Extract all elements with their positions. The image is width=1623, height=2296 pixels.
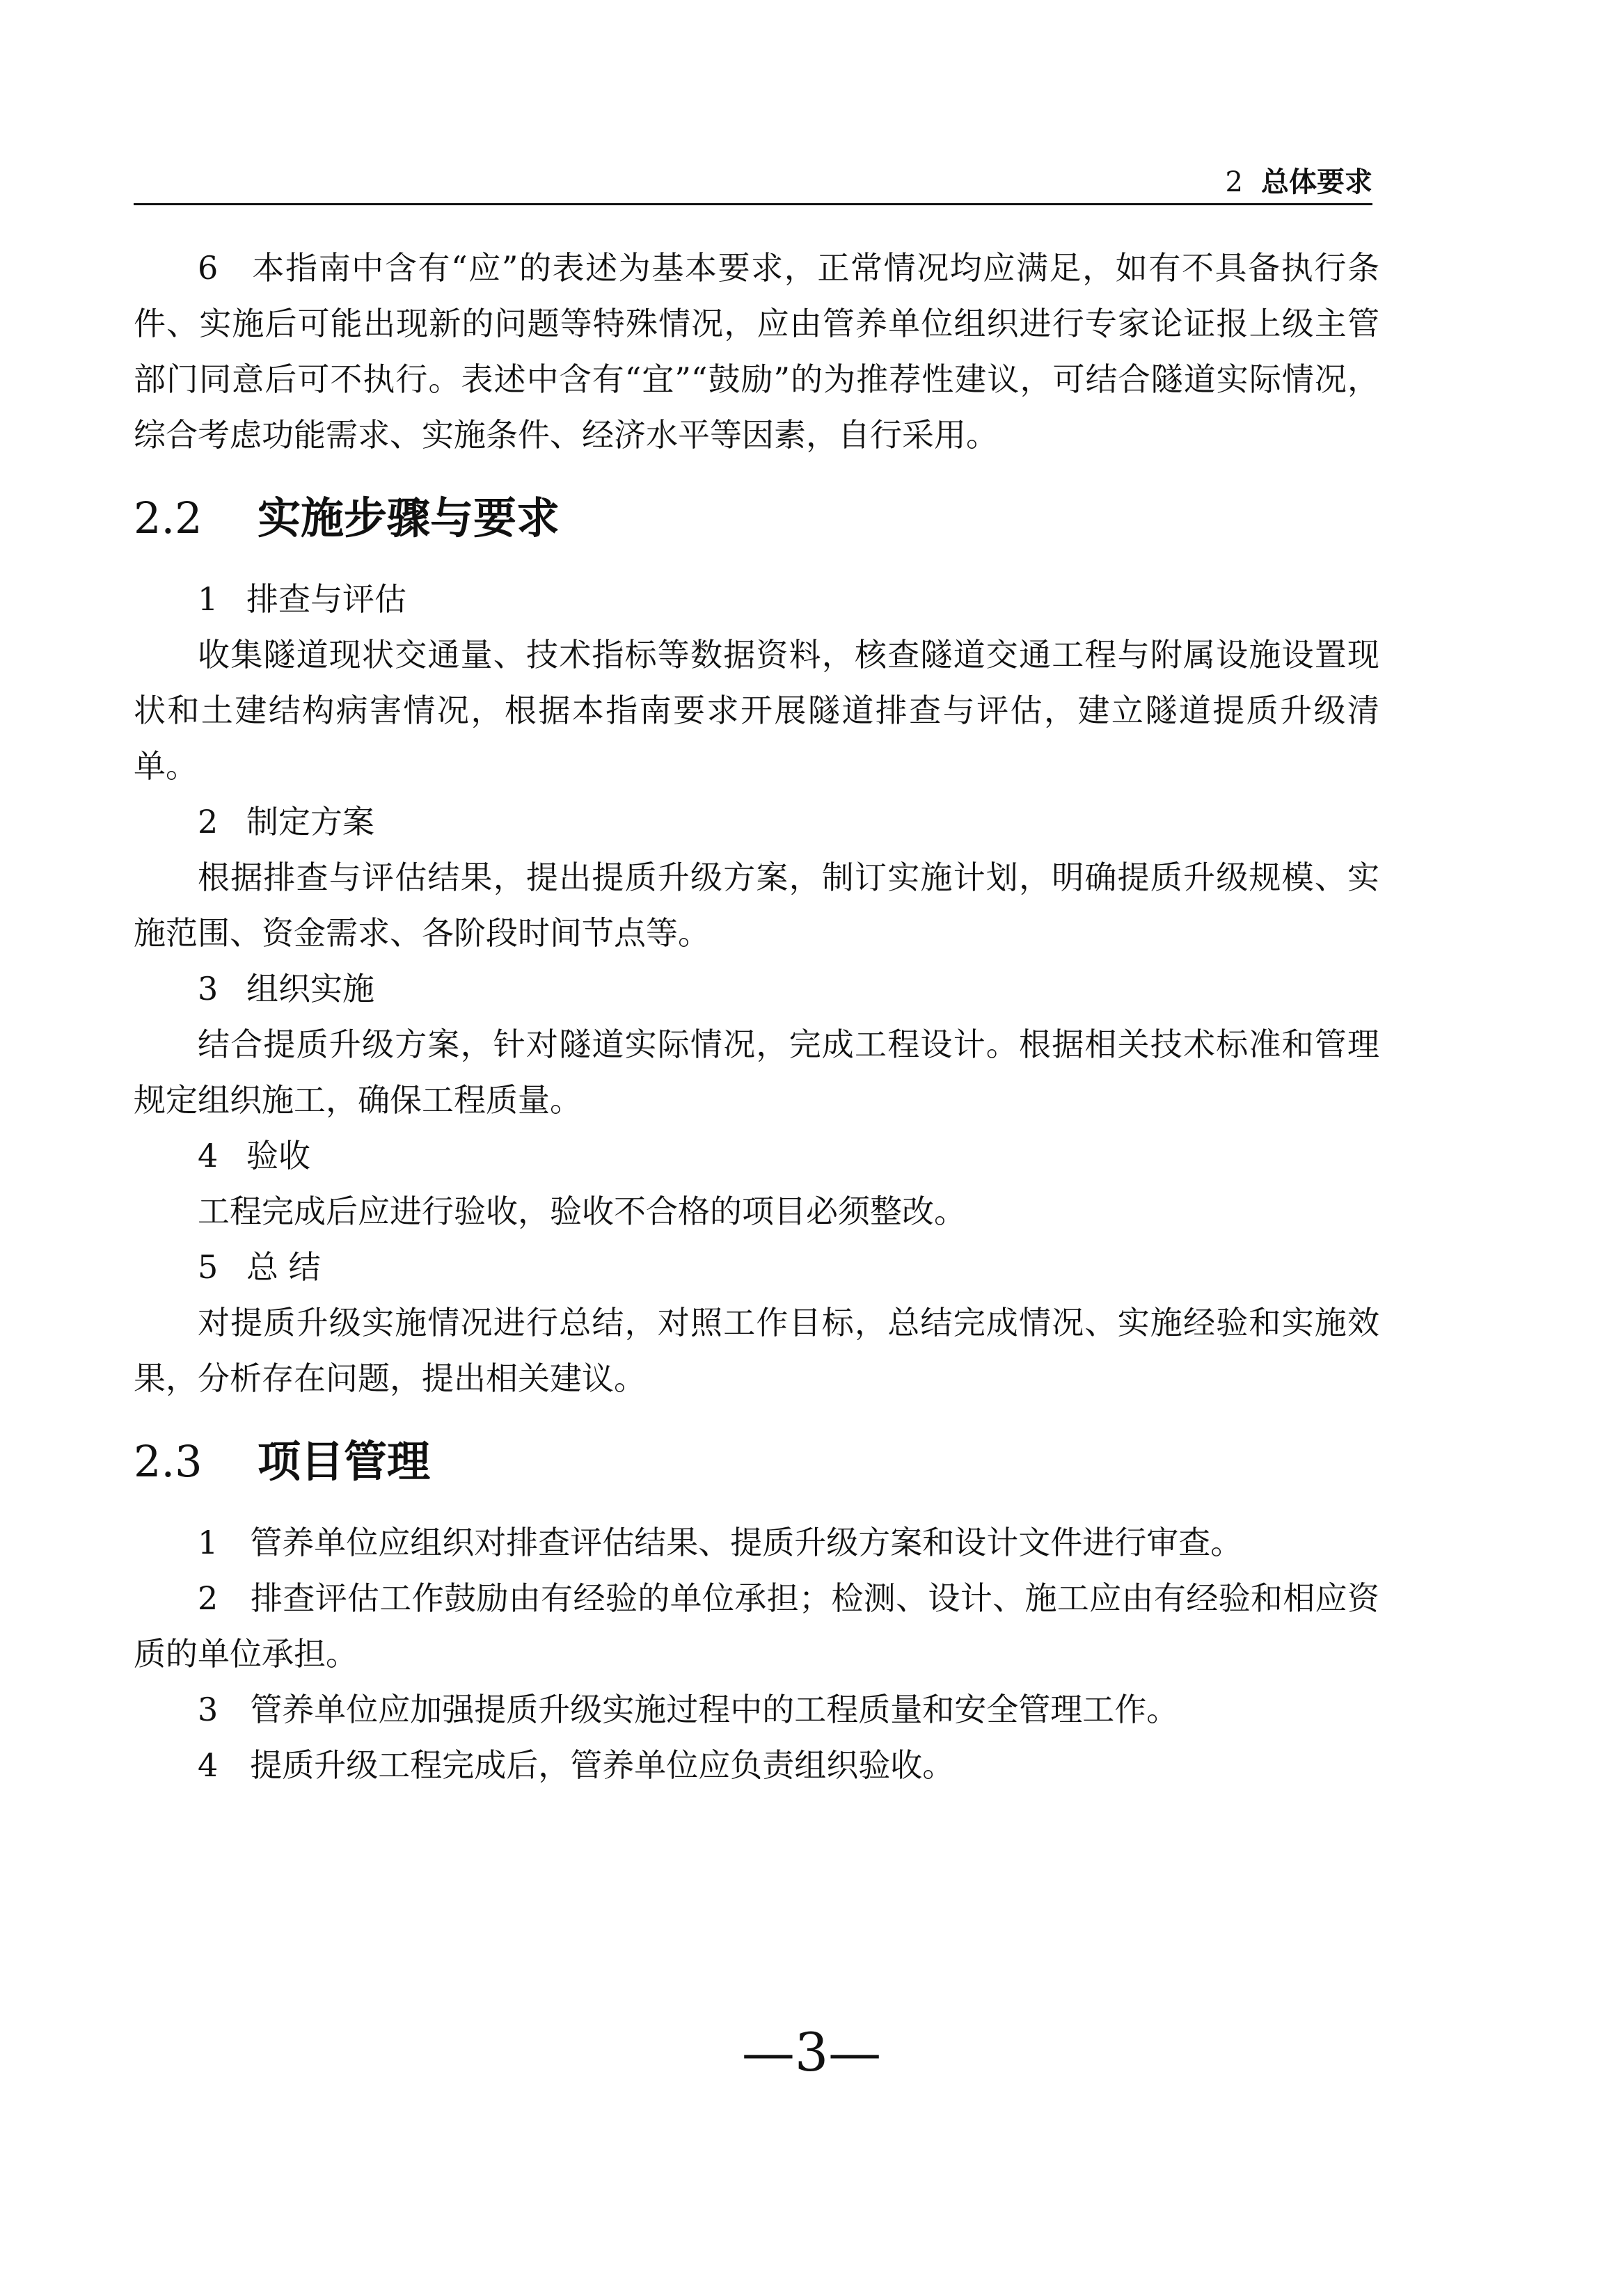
step-heading [134, 571, 1379, 627]
intro-paragraph [134, 240, 1379, 463]
page-content [134, 240, 1379, 1793]
step-text: 收集隧道现状交通量、技术指标等数据资料，核查隧道交通工程与附属设施设置现状和土建结构病害情况，根据本指南要求开展隧道排查与评估，建立隧道提质升级清单。 [134, 636, 1379, 785]
step-text: 根据排查与评估结果，提出提质升级方案，制订实施计划，明确提质升级规模、实施范围、资金需求、各阶段时间节点等。 [134, 859, 1379, 952]
page-number: —3— [741, 2021, 882, 2083]
chapter-title: 总体要求 [1261, 166, 1372, 198]
item-text: 管养单位应组织对排查评估结果、提质升级方案和设计文件进行审查。 [250, 1524, 1243, 1561]
section-heading-2-3 [134, 1434, 1379, 1490]
step-number: 3 [198, 970, 219, 1007]
step-heading [134, 961, 1379, 1017]
management-item [134, 1737, 1379, 1793]
section-title: 项目管理 [258, 1436, 431, 1487]
chapter-number: 2 [1225, 166, 1243, 198]
section-title: 实施步骤与要求 [258, 493, 560, 543]
item-text: 管养单位应加强提质升级实施过程中的工程质量和安全管理工作。 [250, 1691, 1179, 1728]
section-number: 2.2 [134, 493, 203, 543]
step-number: 1 [198, 580, 219, 618]
step-title: 组织实施 [246, 970, 374, 1007]
step-text: 对提质升级实施情况进行总结，对照工作目标，总结完成情况、实施经验和实施效果，分析存在问题，提出相关建议。 [134, 1304, 1379, 1397]
running-header [134, 161, 1372, 205]
step-heading [134, 794, 1379, 850]
item-number: 1 [198, 1524, 219, 1561]
step-text: 工程完成后应进行验收，验收不合格的项目必须整改。 [198, 1193, 966, 1230]
item-text: 提质升级工程完成后，管养单位应负责组织验收。 [250, 1746, 955, 1784]
step-number: 4 [198, 1137, 219, 1174]
item-text: 排查评估工作鼓励由有经验的单位承担；检测、设计、施工应由有经验和相应资质的单位承担。 [134, 1579, 1380, 1673]
section-number: 2.3 [134, 1436, 203, 1487]
item-number: 3 [198, 1691, 219, 1728]
step-title: 排查与评估 [246, 580, 406, 618]
step-title: 制定方案 [246, 803, 374, 840]
intro-paragraph-text: 本指南中含有“应”的表述为基本要求，正常情况均应满足，如有不具备执行条件、实施后可能出现新的问题等特殊情况，应由管养单位组织进行专家论证报上级主管部门同意后可不执行。表述中含有“宜”“鼓励”的为推荐性建议，可结合隧道实际情况，综合考虑功能需求、实施条件、经济水平等因素，自行采用。 [134, 249, 1380, 454]
step-number: 2 [198, 803, 219, 840]
item-number: 4 [198, 1746, 219, 1784]
step-heading [134, 1128, 1379, 1183]
step-heading [134, 1239, 1379, 1295]
section-heading-2-2 [134, 491, 1379, 546]
item-number: 2 [198, 1579, 219, 1617]
step-title: 总 结 [246, 1248, 321, 1286]
intro-paragraph-number: 6 [198, 249, 219, 287]
management-item [134, 1570, 1379, 1682]
running-header-text [1226, 166, 1372, 199]
step-title: 验收 [246, 1137, 310, 1174]
step-number: 5 [198, 1248, 219, 1286]
management-item [134, 1682, 1379, 1737]
step-text: 结合提质升级方案，针对隧道实际情况，完成工程设计。根据相关技术标准和管理规定组织施工，确保工程质量。 [134, 1026, 1379, 1119]
management-item [134, 1515, 1379, 1570]
